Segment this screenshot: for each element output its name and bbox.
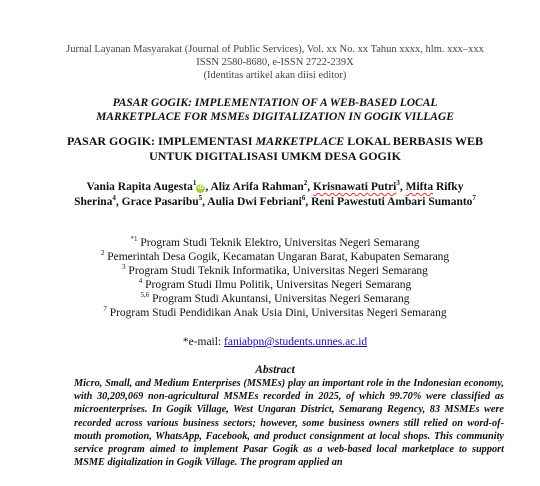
author-name: Krisnawati Putri — [313, 181, 397, 193]
author-name: Sherina — [74, 196, 113, 208]
affiliation-text: Program Studi Ilmu Politik, Universitas Negeri Semarang — [142, 279, 412, 291]
journal-citation: Jurnal Layanan Masyarakat (Journal of Public Services), Vol. xx No. xx Tahun xxxx, hlm. xxx–xxx — [66, 44, 484, 55]
author-name: Aulia Dwi Febriani — [207, 196, 302, 208]
author-name: Reni Pawestuti Ambari Sumanto — [311, 196, 473, 208]
author-affiliation-mark: 2 — [303, 179, 308, 188]
affiliation-mark: 5,6 — [140, 291, 150, 300]
affiliation-mark: 4 — [138, 277, 143, 286]
affiliation-text: Program Studi Akuntansi, Universitas Negeri Semarang — [149, 293, 410, 305]
affiliation-mark: 2 — [100, 249, 105, 258]
affiliation-mark: 3 — [122, 263, 126, 272]
author-affiliation-mark: 6 — [301, 194, 306, 203]
english-title-line-1: PASAR GOGIK: IMPLEMENTATION OF A WEB-BASED LOCAL — [112, 97, 438, 109]
affiliation-mark: 7 — [103, 305, 107, 314]
journal-issn: ISSN 2580-8680, e-ISSN 2722-239X — [196, 57, 354, 68]
author-name: Aliz Arifa Rahman — [210, 181, 304, 193]
indonesian-title-line-2: UNTUK DIGITALISASI UMKM DESA GOGIK — [149, 149, 401, 163]
abstract-body: Micro, Small, and Medium Enterprises (MSMEs) play an important role in the Indonesian economy, with 30,209,069 non-agricultural MSMEs recorded in 2025, of which 99.70% were classified as microenterprises. In Gogik Village, West Ungaran District, Semarang Regency, 83 MSMEs were recorded across various business sectors; however, some business owners still relied on word-of-mouth promotion, WhatsApp, Facebook, and product consignment at local shops. This community service program aimed to implement Pasar Gogik as a web-based local marketplace to support MSME digitalization in Gogik Village. The program applied an — [74, 378, 504, 469]
affiliation-text: Program Studi Pendidikan Anak Usia Dini, Universitas Negeri Semarang — [106, 307, 447, 319]
abstract-heading: Abstract — [255, 364, 295, 376]
affiliation-text: Program Studi Teknik Elektro, Universitas Negeri Semarang — [137, 237, 420, 249]
affiliation-line — [40, 250, 510, 264]
author-name-flagged: Mifta — [405, 181, 434, 193]
affiliation-line — [40, 264, 510, 278]
indonesian-title-part-c: LOKAL BERBASIS WEB — [344, 134, 484, 148]
author-affiliation-mark: 7 — [472, 194, 476, 203]
author-affiliation-mark: 3 — [396, 179, 400, 188]
orcid-icon[interactable]: iD — [197, 185, 204, 191]
affiliation-text: Program Studi Teknik Informatika, Universitas Negeri Semarang — [125, 265, 428, 277]
affiliation-mark: *1 — [130, 235, 138, 244]
author-name: Mifta Rifky — [405, 181, 464, 193]
affiliation-line — [40, 306, 510, 320]
author-name: Grace Pasaribu — [121, 196, 199, 208]
affiliation-text: Pemerintah Desa Gogik, Kecamatan Ungaran Barat, Kabupaten Semarang — [104, 251, 450, 263]
email-label: *e-mail: — [182, 336, 225, 348]
indonesian-title-line-1 — [40, 134, 510, 149]
affiliation-line — [40, 292, 510, 306]
article-identity-note: (Identitas artikel akan diisi editor) — [203, 70, 347, 81]
indonesian-title-part-a: PASAR GOGIK: IMPLEMENTASI — [66, 134, 256, 148]
author-affiliation-mark: 1 — [192, 179, 197, 188]
affiliation-line — [40, 278, 510, 292]
indonesian-title-italic-word: MARKETPLACE — [255, 134, 345, 148]
email-link[interactable]: faniabpn@students.unnes.ac.id — [224, 336, 368, 348]
english-title-line-2: MARKETPLACE FOR MSMEs DIGITALIZATION IN GOGIK VILLAGE — [96, 111, 454, 123]
author-affiliation-mark: 4 — [112, 194, 116, 203]
email-line — [40, 335, 510, 349]
author-affiliation-mark: 5 — [198, 194, 203, 203]
author-name: Vania Rapita Augesta — [86, 181, 193, 193]
affiliation-line — [40, 236, 510, 250]
author-list: Vania Rapita Augesta$^1$iD , Aliz Arifa Rahman$^2$, Krisnawati Putri$^3$, Mifta Rifky Sherina$^4$, Grace Pasaribu$^5$, Aulia Dwi Febriani$^6$, Reni Pawestuti Ambari Sumanto$^7$ — [74, 179, 476, 208]
